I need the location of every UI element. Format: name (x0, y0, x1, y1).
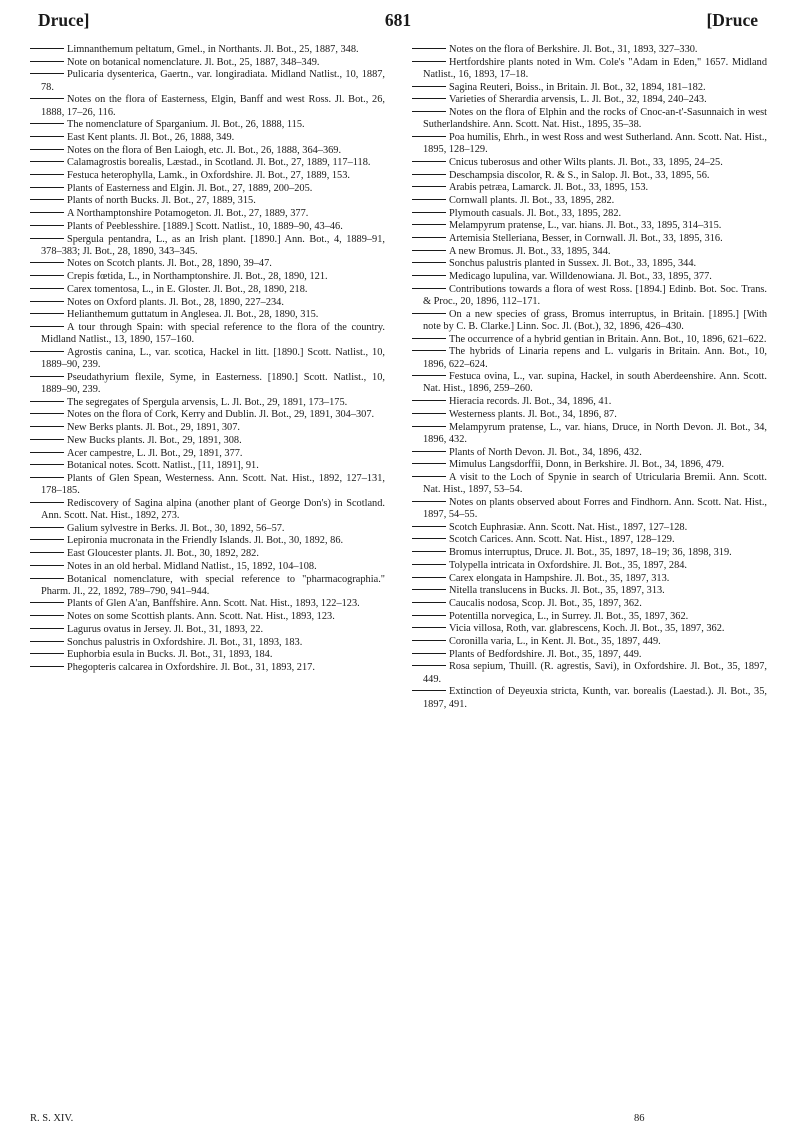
entry-dash (412, 338, 446, 339)
entry-dash (412, 400, 446, 401)
entry-dash (30, 351, 64, 352)
entry-text: Potentilla norvegica, L., in Surrey. Jl. Bot., 35, 1897, 362. (449, 610, 689, 622)
bibliography-entry (412, 396, 767, 408)
bibliography-entry (412, 284, 767, 308)
entry-text: The hybrids of Linaria repens and L. vulgaris in Britain. Ann. Bot., 10, 1896, 622–624. (423, 346, 767, 370)
entry-dash (30, 565, 64, 566)
entry-dash (30, 225, 64, 226)
entry-text: Cornwall plants. Jl. Bot., 33, 1895, 282. (449, 194, 615, 206)
bibliography-entry (412, 371, 767, 395)
entry-dash (30, 123, 64, 124)
bibliography-entry (412, 573, 767, 585)
entry-dash (412, 136, 446, 137)
entry-dash (30, 136, 64, 137)
entry-dash (30, 615, 64, 616)
bibliography-entry (30, 473, 385, 497)
entry-text: Sagina Reuteri, Boiss., in Britain. Jl. Bot., 32, 1894, 181–182. (449, 81, 706, 93)
bibliography-entry (412, 447, 767, 459)
entry-dash (412, 589, 446, 590)
entry-dash (30, 98, 64, 99)
entry-text: Bromus interruptus, Druce. Jl. Bot., 35, 1897, 18–19; 36, 1898, 319. (449, 547, 732, 559)
bibliography-entry (30, 422, 385, 434)
entry-dash (412, 186, 446, 187)
bibliography-entry (412, 157, 767, 169)
entry-text: Plants of Bedfordshire. Jl. Bot., 35, 1897, 449. (449, 648, 642, 660)
entry-dash (30, 539, 64, 540)
entry-dash (412, 237, 446, 238)
entry-dash (30, 149, 64, 150)
bibliography-entry (30, 195, 385, 207)
entry-text: Notes on Oxford plants. Jl. Bot., 28, 1890, 227–234. (67, 296, 284, 308)
bibliography-entry (412, 195, 767, 207)
entry-dash (30, 238, 64, 239)
entry-dash (30, 666, 64, 667)
entry-text: Helianthemum guttatum in Anglesea. Jl. Bot., 28, 1890, 315. (67, 309, 319, 321)
bibliography-entry (412, 611, 767, 623)
entry-dash (412, 275, 446, 276)
entry-text: Limnanthemum peltatum, Gmel., in Northants. Jl. Bot., 25, 1887, 348. (67, 44, 359, 55)
entry-text: Carex tomentosa, L., in E. Gloster. Jl. Bot., 28, 1890, 218. (67, 283, 308, 295)
entry-text: On a new species of grass, Bromus interruptus, in Britain. [1895.] [With note by C. B. Clarke.] Linn. Soc. Jl. (Bot.), 32, 1896, 426–430. (423, 308, 767, 332)
bibliography-entry (412, 233, 767, 245)
entry-dash (412, 627, 446, 628)
bibliography-entry (30, 132, 385, 144)
entry-dash (30, 452, 64, 453)
bibliography-entry (412, 598, 767, 610)
bibliography-entry (30, 44, 385, 56)
entry-text: Notes on the flora of Easterness, Elgin, Banff and west Ross. Jl. Bot., 26, 1888, 17–26, 116. (41, 94, 385, 118)
entry-text: A visit to the Loch of Spynie in search of Utricularia Bremii. Ann. Scott. Nat. Hist., 1897, 53–54. (423, 471, 767, 496)
entry-text: Coronilla varia, L., in Kent. Jl. Bot., 35, 1897, 449. (449, 636, 661, 648)
bibliography-entry (412, 57, 767, 81)
entry-text: Notes on the flora of Ben Laiogh, etc. Jl. Bot., 26, 1888, 364–369. (67, 144, 342, 156)
entry-text: Rosa sepium, Thuill. (R. agrestis, Savi), in Oxfordshire. Jl. Bot., 35, 1897, 449. (423, 661, 767, 685)
entry-dash (412, 551, 446, 552)
bibliography-entry (30, 372, 385, 396)
bibliography-entry (412, 623, 767, 635)
entry-dash (30, 376, 64, 377)
bibliography-entry (30, 157, 385, 169)
bibliography-entry (30, 221, 385, 233)
entry-text: Artemisia Stelleriana, Besser, in Cornwall. Jl. Bot., 33, 1895, 316. (449, 233, 723, 245)
entry-dash (412, 476, 446, 477)
entry-dash (30, 413, 64, 414)
entry-dash (412, 426, 446, 427)
entry-text: Melampyrum pratense, L., var. hians. Jl. Bot., 33, 1895, 314–315. (449, 220, 722, 232)
entry-text: Plants of Easterness and Elgin. Jl. Bot., 27, 1889, 200–205. (67, 182, 313, 194)
entry-text: The occurrence of a hybrid gentian in Britain. Ann. Bot., 10, 1896, 621–622. (449, 333, 767, 345)
entry-text: Extinction of Deyeuxia stricta, Kunth, var. borealis (Laestad.). Jl. Bot., 35, 1897, 491. (423, 686, 767, 710)
bibliography-entry (412, 309, 767, 333)
entry-text: Melampyrum pratense, L., var. hians, Druce, in North Devon. Jl. Bot., 34, 1896, 432. (423, 421, 767, 445)
page-number: 681 (384, 10, 412, 30)
page-header (38, 10, 758, 42)
entry-dash (30, 628, 64, 629)
entry-text: Nitella translucens in Bucks. Jl. Bot., 35, 1897, 313. (449, 585, 665, 597)
entry-dash (412, 212, 446, 213)
entry-dash (30, 401, 64, 402)
entry-text: New Berks plants. Jl. Bot., 29, 1891, 307. (67, 422, 240, 434)
entry-text: Plants of Peeblesshire. [1889.] Scott. Natlist., 10, 1889–90, 43–46. (67, 220, 343, 232)
entry-dash (30, 288, 64, 289)
entry-text: Calamagrostis borealis, Læstad., in Scotland. Jl. Bot., 27, 1889, 117–118. (67, 157, 371, 169)
bibliography-entry (30, 170, 385, 182)
header-left: Druce] (38, 10, 90, 30)
bibliography-entry (30, 649, 385, 661)
header-right: [Druce (706, 10, 758, 30)
bibliography-entry (30, 409, 385, 421)
bibliography-entry (412, 459, 767, 471)
entry-dash (30, 527, 64, 528)
bibliography-entry (412, 649, 767, 661)
bibliography-entry (412, 271, 767, 283)
entry-dash (412, 250, 446, 251)
entry-dash (412, 350, 446, 351)
bibliography-entry (30, 234, 385, 258)
entry-text: Rediscovery of Sagina alpina (another plant of George Don's) in Scotland. Ann. Scott. Nat. Hist., 1892, 273. (41, 497, 385, 522)
entry-text: Plants of north Bucks. Jl. Bot., 27, 1889, 315. (67, 195, 256, 207)
bibliography-entry (30, 535, 385, 547)
entry-text: Pseudathyrium flexile, Syme, in Easterness. [1890.] Scott. Natlist., 10, 1889–90, 239. (41, 371, 385, 395)
entry-dash (30, 262, 64, 263)
bibliography-entry (30, 297, 385, 309)
bibliography-entry (30, 94, 385, 118)
entry-text: Notes on some Scottish plants. Ann. Scott. Nat. Hist., 1893, 123. (67, 611, 335, 623)
entry-text: Plants of North Devon. Jl. Bot., 34, 1896, 432. (449, 446, 642, 458)
entry-text: Medicago lupulina, var. Willdenowiana. Jl. Bot., 33, 1895, 377. (449, 271, 712, 283)
entry-dash (30, 464, 64, 465)
entry-text: Vicia villosa, Roth, var. glabrescens, Koch. Jl. Bot., 35, 1897, 362. (449, 623, 725, 635)
entry-text: Botanical nomenclature, with special reference to "pharmacographia." Pharm. Jl., 22, 1892, 789–790, 941–944. (41, 573, 385, 597)
bibliography-entry (412, 497, 767, 521)
entry-text: Tolypella intricata in Oxfordshire. Jl. Bot., 35, 1897, 284. (449, 559, 688, 571)
entry-dash (30, 48, 64, 49)
entry-text: New Bucks plants. Jl. Bot., 29, 1891, 308. (67, 434, 242, 446)
entry-text: Notes in an old herbal. Midland Natlist., 15, 1892, 104–108. (67, 560, 317, 572)
entry-text: Sonchus palustris planted in Sussex. Jl. Bot., 33, 1895, 344. (449, 258, 697, 270)
entry-dash (30, 641, 64, 642)
entry-dash (30, 61, 64, 62)
entry-text: Contributions towards a flora of west Ross. [1894.] Edinb. Bot. Soc. Trans. & Proc., 20, 1896, 112–171. (423, 283, 767, 308)
bibliography-entry (412, 661, 767, 685)
entry-text: Notes on the flora of Berkshire. Jl. Bot., 31, 1893, 327–330. (449, 44, 698, 55)
bibliography-entry (30, 637, 385, 649)
entry-dash (30, 313, 64, 314)
entry-dash (412, 501, 446, 502)
bibliography-entry (30, 435, 385, 447)
bibliography-entry (30, 624, 385, 636)
entry-dash (412, 564, 446, 565)
bibliography-entry (412, 208, 767, 220)
bibliography-entry (30, 561, 385, 573)
entry-text: Euphorbia esula in Bucks. Jl. Bot., 31, 1893, 184. (67, 649, 273, 661)
entry-dash (30, 653, 64, 654)
bibliography-entry (30, 448, 385, 460)
entry-dash (30, 439, 64, 440)
entry-dash (412, 463, 446, 464)
entry-text: Note on botanical nomenclature. Jl. Bot., 25, 1887, 348–349. (67, 56, 320, 68)
entry-text: Phegopteris calcarea in Oxfordshire. Jl. Bot., 31, 1893, 217. (67, 661, 315, 673)
bibliography-entry (30, 548, 385, 560)
bibliography-entry (30, 69, 385, 93)
entry-text: Deschampsia discolor, R. & S., in Salop. Jl. Bot., 33, 1895, 56. (449, 169, 710, 181)
entry-dash (412, 451, 446, 452)
entry-text: Sonchus palustris in Oxfordshire. Jl. Bot., 31, 1893, 183. (67, 636, 303, 648)
entry-text: Mimulus Langsdorffii, Donn, in Berkshire. Jl. Bot., 34, 1896, 479. (449, 459, 725, 471)
entry-dash (30, 502, 64, 503)
footer-number: 86 (634, 1113, 645, 1124)
entry-text: Notes on the flora of Elphin and the rocks of Cnoc-an-t'-Sasunnaich in west Sutherlandshire. Ann. Scott. Nat. Hist., 1895, 35–38. (423, 107, 767, 131)
entry-text: Plants of Glen A'an, Banffshire. Ann. Scott. Nat. Hist., 1893, 122–123. (67, 598, 360, 610)
entry-text: Lepironia mucronata in the Friendly Islands. Jl. Bot., 30, 1892, 86. (67, 535, 344, 547)
entry-dash (30, 161, 64, 162)
entry-dash (30, 174, 64, 175)
entry-dash (412, 174, 446, 175)
bibliography-entry (30, 183, 385, 195)
entry-text: Westerness plants. Jl. Bot., 34, 1896, 87. (449, 408, 617, 420)
bibliography-entry (412, 182, 767, 194)
entry-dash (412, 577, 446, 578)
bibliography-entry (412, 107, 767, 131)
bibliography-entry (412, 534, 767, 546)
entry-dash (412, 48, 446, 49)
entry-text: The segregates of Spergula arvensis, L. Jl. Bot., 29, 1891, 173–175. (67, 396, 348, 408)
entry-text: Botanical notes. Scott. Natlist., [11, 1891], 91. (67, 460, 259, 472)
left-column (30, 44, 385, 675)
entry-dash (30, 426, 64, 427)
entry-dash (30, 73, 64, 74)
entry-dash (30, 477, 64, 478)
bibliography-entry (412, 220, 767, 232)
bibliography-entry (30, 57, 385, 69)
bibliography-entry (30, 598, 385, 610)
entry-text: A Northamptonshire Potamogeton. Jl. Bot., 27, 1889, 377. (67, 208, 309, 220)
entry-dash (412, 526, 446, 527)
bibliography-entry (412, 44, 767, 56)
entry-text: Pulicaria dysenterica, Gaertn., var. longiradiata. Midland Natlist., 10, 1887, 78. (41, 69, 385, 93)
entry-dash (30, 552, 64, 553)
bibliography-entry (30, 611, 385, 623)
entry-text: East Gloucester plants. Jl. Bot., 30, 1892, 282. (67, 548, 259, 560)
entry-dash (412, 288, 446, 289)
bibliography-entry (412, 94, 767, 106)
entry-text: Caucalis nodosa, Scop. Jl. Bot., 35, 1897, 362. (449, 597, 642, 609)
bibliography-entry (30, 271, 385, 283)
entry-dash (412, 161, 446, 162)
bibliography-entry (412, 422, 767, 446)
bibliography-entry (412, 132, 767, 156)
bibliography-entry (412, 170, 767, 182)
entry-text: Carex elongata in Hampshire. Jl. Bot., 35, 1897, 313. (449, 572, 670, 584)
entry-dash (412, 86, 446, 87)
entry-text: Arabis petræa, Lamarck. Jl. Bot., 33, 1895, 153. (449, 182, 649, 194)
bibliography-entry (412, 246, 767, 258)
bibliography-entry (30, 119, 385, 131)
bibliography-entry (412, 472, 767, 496)
bibliography-entry (412, 346, 767, 370)
entry-dash (412, 375, 446, 376)
bibliography-entry (412, 258, 767, 270)
entry-dash (412, 690, 446, 691)
entry-text: Hieracia records. Jl. Bot., 34, 1896, 41. (449, 396, 612, 408)
entry-text: A tour through Spain: with special reference to the flora of the country. Midland Natlist., 13, 1890, 157–160. (41, 321, 385, 346)
bibliography-entry (30, 208, 385, 220)
bibliography-entry (412, 522, 767, 534)
entry-text: Notes on the flora of Cork, Kerry and Dublin. Jl. Bot., 29, 1891, 304–307. (67, 409, 375, 421)
bibliography-entry (30, 309, 385, 321)
entry-dash (412, 640, 446, 641)
entry-text: East Kent plants. Jl. Bot., 26, 1888, 349. (67, 131, 235, 143)
entry-dash (30, 212, 64, 213)
bibliography-entry (30, 498, 385, 522)
entry-dash (412, 262, 446, 263)
bibliography-entry (412, 334, 767, 346)
entry-text: Plymouth casuals. Jl. Bot., 33, 1895, 282. (449, 207, 622, 219)
entry-dash (412, 653, 446, 654)
bibliography-entry (30, 347, 385, 371)
entry-dash (412, 98, 446, 99)
entry-text: Festuca heterophylla, Lamk., in Oxfordshire. Jl. Bot., 27, 1889, 153. (67, 170, 350, 182)
footer-signature: R. S. XIV. (30, 1113, 74, 1124)
entry-text: Notes on plants observed about Forres and Findhorn. Ann. Scott. Nat. Hist., 1897, 54–55. (423, 496, 767, 521)
entry-text: Crepis fœtida, L., in Northamptonshire. Jl. Bot., 28, 1890, 121. (67, 271, 328, 283)
bibliography-entry (30, 523, 385, 535)
entry-dash (412, 224, 446, 225)
entry-text: Festuca ovina, L., var. supina, Hackel, in south Aberdeenshire. Ann. Scott. Nat. Hist., 1896, 259–260. (423, 371, 767, 395)
entry-dash (30, 275, 64, 276)
bibliography-entry (30, 322, 385, 346)
entry-text: Acer campestre, L. Jl. Bot., 29, 1891, 377. (67, 447, 243, 459)
entry-dash (412, 313, 446, 314)
entry-dash (412, 111, 446, 112)
bibliography-entry (30, 258, 385, 270)
entry-text: Notes on Scotch plants. Jl. Bot., 28, 1890, 39–47. (67, 258, 272, 270)
entry-text: Scotch Carices. Ann. Scott. Nat. Hist., 1897, 128–129. (449, 534, 675, 546)
bibliography-entry (412, 547, 767, 559)
entry-dash (30, 199, 64, 200)
entry-dash (30, 187, 64, 188)
entry-text: The nomenclature of Sparganium. Jl. Bot., 26, 1888, 115. (67, 119, 305, 131)
entry-text: Varieties of Sherardia arvensis, L. Jl. Bot., 32, 1894, 240–243. (449, 94, 707, 106)
bibliography-entry (412, 636, 767, 648)
entry-text: Hertfordshire plants noted in Wm. Cole's "Adam in Eden," 1657. Midland Natlist., 16, 1893, 17–18. (423, 56, 767, 80)
entry-dash (30, 301, 64, 302)
bibliography-entry (412, 585, 767, 597)
entry-text: Agrostis canina, L., var. scotica, Hackel in litt. [1890.] Scott. Natlist., 10, 1889–90, 239. (41, 346, 385, 371)
entry-dash (412, 615, 446, 616)
entry-dash (412, 61, 446, 62)
bibliography-entry (30, 145, 385, 157)
entry-dash (412, 538, 446, 539)
entry-dash (30, 578, 64, 579)
entry-dash (412, 413, 446, 414)
bibliography-entry (412, 686, 767, 710)
entry-text: Galium sylvestre in Berks. Jl. Bot., 30, 1892, 56–57. (67, 522, 285, 534)
bibliography-entry (30, 284, 385, 296)
bibliography-entry (412, 409, 767, 421)
bibliography-entry (412, 560, 767, 572)
entry-dash (30, 326, 64, 327)
entry-text: Cnicus tuberosus and other Wilts plants. Jl. Bot., 33, 1895, 24–25. (449, 156, 723, 168)
bibliography-entry (30, 574, 385, 598)
bibliography-entry (30, 397, 385, 409)
bibliography-entry (412, 82, 767, 94)
entry-text: Plants of Glen Spean, Westerness. Ann. Scott. Nat. Hist., 1892, 127–131, 178–185. (41, 472, 385, 497)
entry-dash (412, 199, 446, 200)
right-column (412, 44, 767, 711)
entry-dash (412, 665, 446, 666)
entry-text: Lagurus ovatus in Jersey. Jl. Bot., 31, 1893, 22. (67, 623, 264, 635)
entry-text: A new Bromus. Jl. Bot., 33, 1895, 344. (449, 245, 611, 257)
entry-text: Spergula pentandra, L., as an Irish plant. [1890.] Ann. Bot., 4, 1889–91, 378–383; Jl. Bot., 28, 1890, 343–345. (41, 233, 385, 257)
bibliography-entry (30, 662, 385, 674)
entry-dash (412, 602, 446, 603)
entry-text: Scotch Euphrasiæ. Ann. Scott. Nat. Hist., 1897, 127–128. (449, 521, 688, 533)
entry-text: Poa humilis, Ehrh., in west Ross and west Sutherland. Ann. Scott. Nat. Hist., 1895, 128–129. (423, 131, 767, 156)
entry-dash (30, 602, 64, 603)
bibliography-entry (30, 460, 385, 472)
